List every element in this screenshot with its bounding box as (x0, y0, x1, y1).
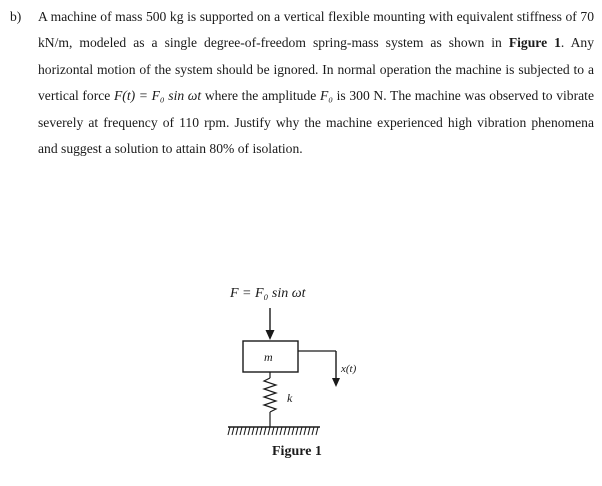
force-label: F = F₀ sin ωt (230, 286, 306, 301)
ground-icon (228, 427, 320, 435)
question-label: b) (10, 9, 22, 24)
question-text-part-1: A machine of mass 500 kg is supported on a vertical flexible mounting with equivalent stiffness of 70 kN/m, modeled as a single degree-of-freedom spring-mass system as shown in (38, 9, 594, 51)
force-arrow-icon (266, 308, 275, 340)
displacement-label: x(t) (341, 363, 357, 375)
question-text-part-3: where the amplitude (201, 88, 320, 104)
question-text-part-2: . Any horizontal motion of the system should be ignored. In normal operation the machine is subjected to a vertical force (38, 35, 594, 104)
figure-caption: Figure 1 (272, 444, 322, 459)
amplitude-symbol: F₀ (319, 88, 333, 104)
force-expression: F(t) = F₀ sin ωt (113, 88, 202, 104)
mass-label: m (264, 350, 273, 364)
spring-label: k (287, 391, 293, 405)
spring-icon (264, 372, 276, 427)
question-text-part-4: is 300 N. The machine was observed to vibrate severely at frequency of 110 rpm. Justify why the machine experienced high vibration phenomena and suggest a solution to attain 80% of isolation. (38, 88, 594, 157)
figure-reference: Figure 1 (508, 35, 561, 51)
displacement-arrow-icon (298, 351, 340, 387)
